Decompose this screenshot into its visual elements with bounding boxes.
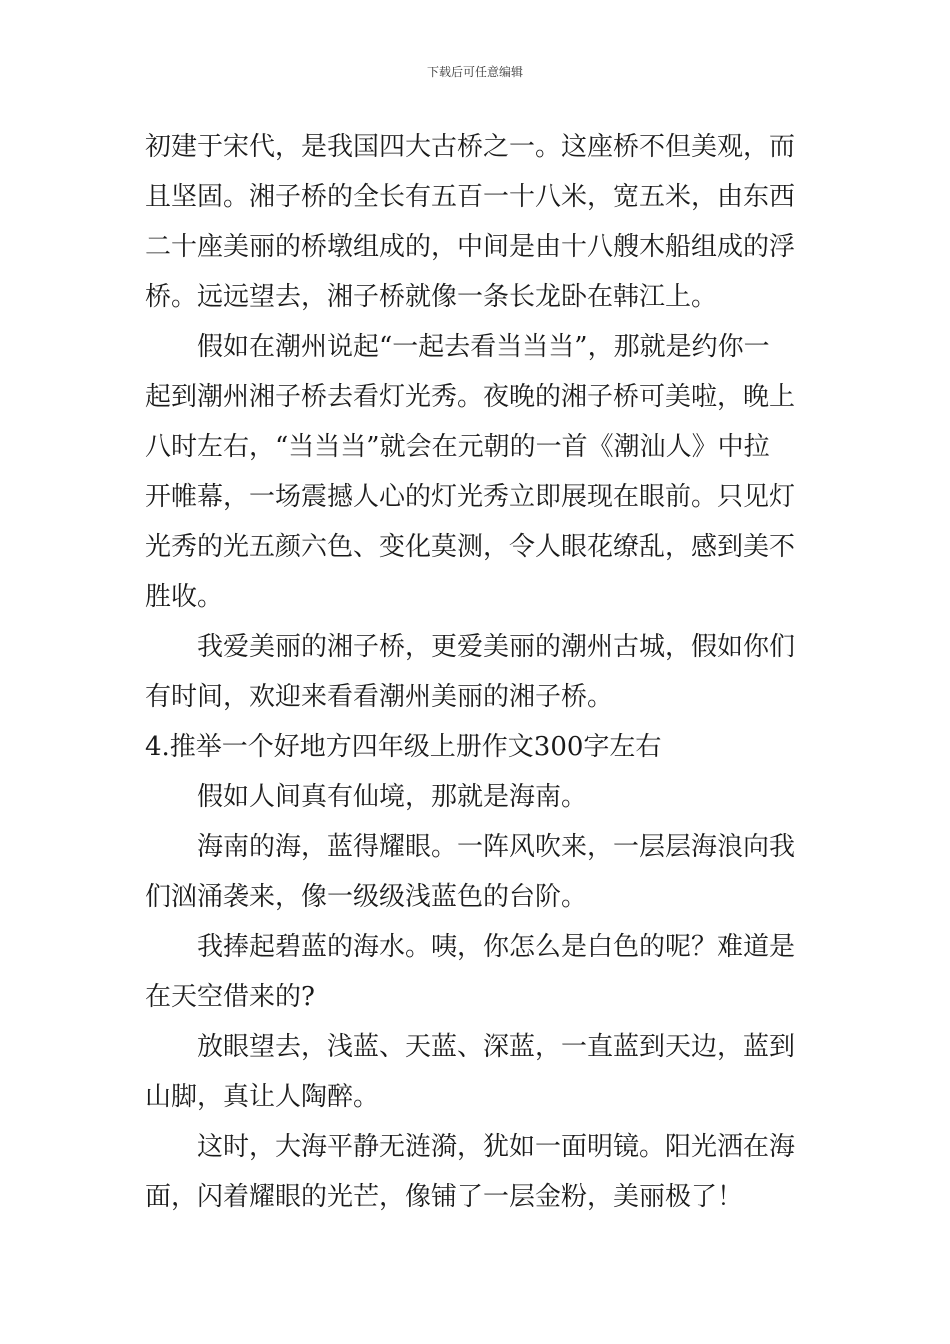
text-line: 们汹涌袭来，像一级级浅蓝色的台阶。 (145, 882, 588, 912)
essay-body (145, 122, 810, 1222)
paragraph-start-line: 我捧起碧蓝的海水。咦，你怎么是白色的呢？难道是 (197, 932, 796, 962)
text-line: 山脚，真让人陶醉。 (145, 1082, 380, 1112)
paragraph-start-line: 我爱美丽的湘子桥，更爱美丽的潮州古城，假如你们 (197, 632, 796, 662)
paragraph-start-line: 这时，大海平静无涟漪，犹如一面明镜。阳光洒在海 (197, 1132, 796, 1162)
text-line: 光秀的光五颜六色、变化莫测，令人眼花缭乱，感到美不 (145, 532, 796, 562)
text-line: 二十座美丽的桥墩组成的，中间是由十八艘木船组成的浮 (145, 232, 796, 262)
text-line: 八时左右，“当当当”就会在元朝的一首《潮汕人》中拉 (145, 432, 770, 462)
text-line: 起到潮州湘子桥去看灯光秀。夜晚的湘子桥可美啦，晚上 (145, 382, 796, 412)
text-line: 且坚固。湘子桥的全长有五百一十八米，宽五米，由东西 (145, 182, 796, 212)
text-line: 胜收。 (145, 582, 224, 612)
text-line: 有时间，欢迎来看看潮州美丽的湘子桥。 (145, 682, 614, 712)
text-line: 面，闪着耀眼的光芒，像铺了一层金粉，美丽极了！ (145, 1182, 744, 1212)
paragraph-start-line: 假如人间真有仙境，那就是海南。 (197, 782, 588, 812)
paragraph-start-line: 放眼望去，浅蓝、天蓝、深蓝，一直蓝到天边，蓝到 (197, 1032, 796, 1062)
page-header: 下载后可任意编辑 (426, 65, 523, 79)
paragraph-start-line: 海南的海，蓝得耀眼。一阵风吹来，一层层海浪向我 (197, 832, 796, 862)
text-line: 在天空借来的? (145, 982, 315, 1012)
paragraph-start-line: 假如在潮州说起“一起去看当当当”，那就是约你一 (197, 332, 770, 362)
text-line: 桥。远远望去，湘子桥就像一条长龙卧在韩江上。 (145, 282, 718, 312)
text-line: 初建于宋代，是我国四大古桥之一。这座桥不但美观，而 (145, 132, 796, 162)
text-line: 开帷幕，一场震撼人心的灯光秀立即展现在眼前。只见灯 (145, 482, 796, 512)
section-heading: 4.推举一个好地方四年级上册作文300字左右 (145, 732, 662, 762)
